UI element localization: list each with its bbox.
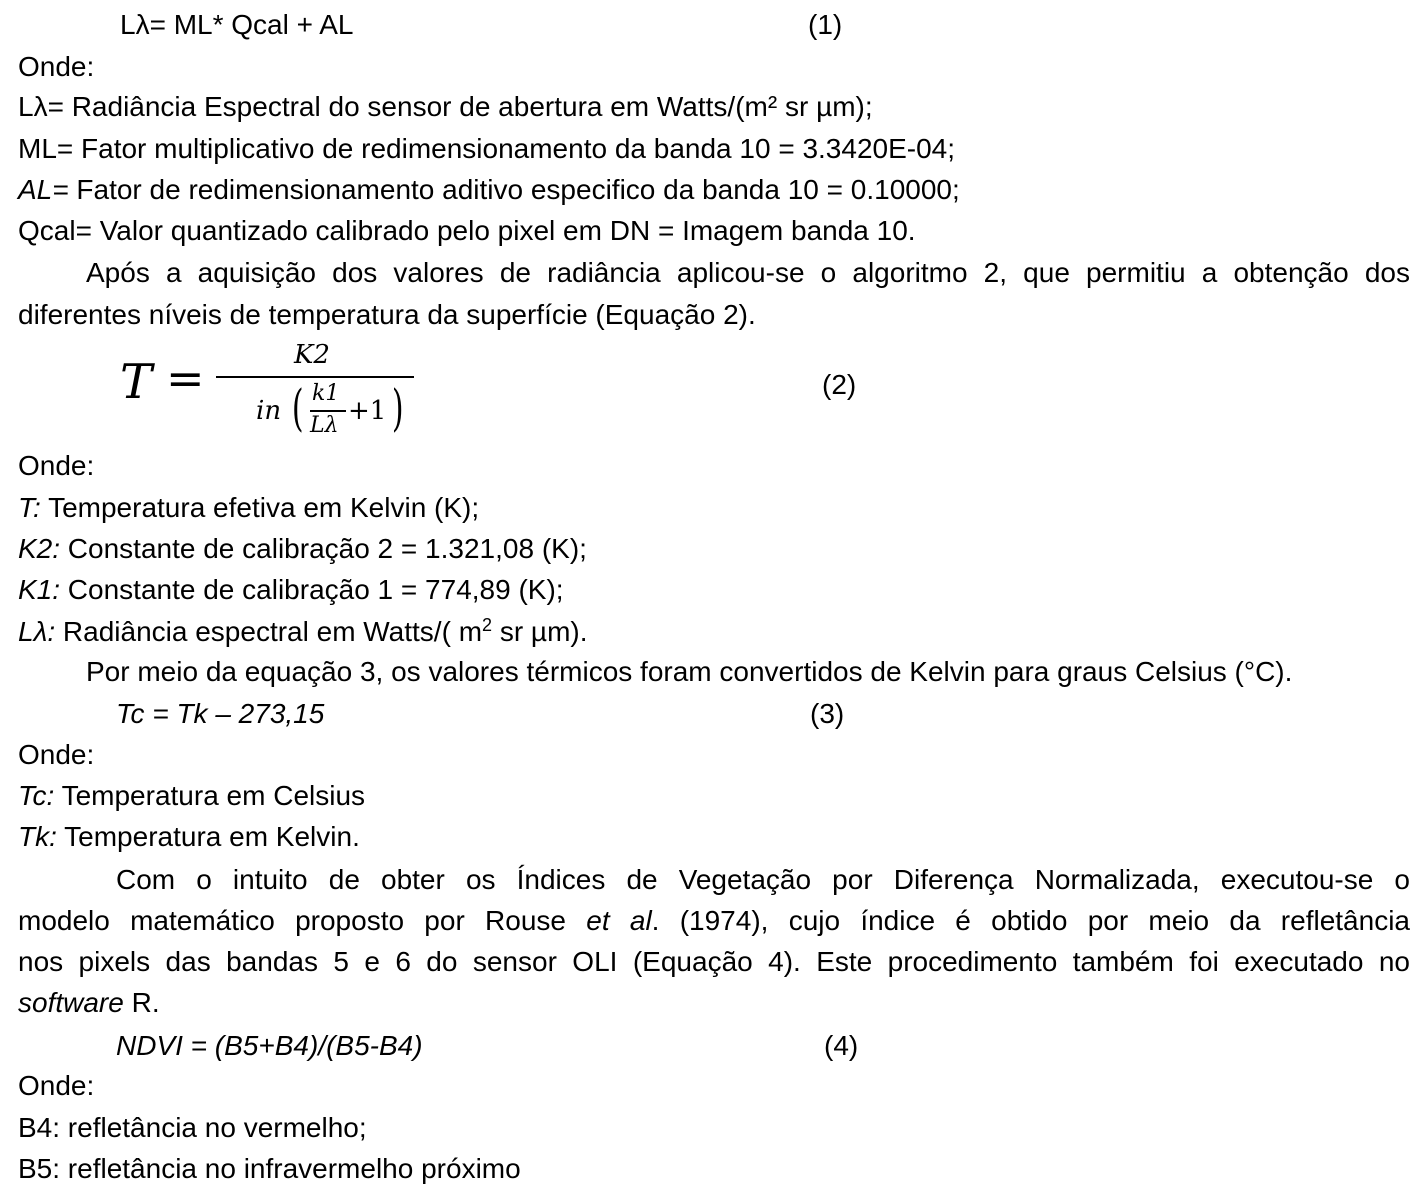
onde-label-2: Onde: — [18, 450, 95, 481]
paragraph-3-line-4 — [18, 986, 160, 1020]
definition-k1 — [18, 573, 564, 607]
definition-label: T: — [18, 492, 41, 523]
definition-label: AL= — [18, 174, 77, 205]
equation-4-number: (4) — [824, 1030, 859, 1061]
definition-text: Constante de calibração 2 = 1.321,08 (K); — [60, 533, 587, 564]
equation-2-inner-denominator: Lλ — [310, 413, 339, 438]
paragraph-3-line-1: Com o intuito de obter os Índices de Vegetação por Diferença Normalizada, executou-se o — [116, 864, 1410, 895]
onde-label-4: Onde: — [18, 1070, 95, 1101]
onde-label-3: Onde: — [18, 739, 95, 770]
definition-text: Radiância Espectral do sensor de abertura em Watts/(m² sr µm); — [71, 91, 873, 122]
definition-text: Fator de redimensionamento aditivo especifico da banda 10 = 0.10000; — [76, 174, 960, 205]
definition-text: Valor quantizado calibrado pelo pixel em DN = Imagem banda 10. — [99, 215, 916, 246]
definition-text-tail: sr µm). — [492, 616, 588, 647]
equation-2-left-paren: ( — [291, 379, 304, 437]
definition-tc — [18, 779, 365, 813]
paragraph-3-line-2-start: modelo matemático proposto por Rouse — [18, 905, 587, 936]
equation-2-den-suffix: +1 — [348, 396, 387, 426]
equation-2-lhs: T — [120, 354, 153, 410]
definition-l-lambda — [18, 90, 873, 124]
definition-text: Temperatura em Kelvin. — [56, 821, 360, 852]
definition-k2 — [18, 532, 587, 566]
definition-text: Constante de calibração 1 = 774,89 (K); — [60, 574, 564, 605]
paragraph-3-line-4-end: R. — [123, 987, 160, 1018]
superscript: 2 — [482, 615, 493, 635]
equation-2-equals: = — [166, 351, 205, 405]
paragraph-2: Por meio da equação 3, os valores térmicos foram convertidos de Kelvin para graus Celsius (°C). — [86, 656, 1293, 687]
definition-label: Tk: — [18, 821, 57, 852]
definition-l-lambda-2 — [18, 615, 588, 649]
equation-2-den-prefix: in — [256, 396, 282, 426]
definition-ml — [18, 132, 955, 166]
paragraph-3-et-al: et al — [586, 905, 652, 936]
definition-qcal — [18, 214, 916, 248]
definition-al — [18, 173, 960, 207]
definition-t — [18, 491, 479, 525]
definition-label: K1: — [18, 574, 61, 605]
onde-label-1: Onde: — [18, 51, 95, 82]
definition-label: Qcal= — [18, 215, 100, 246]
definition-tk — [18, 820, 360, 854]
definition-label: ML= — [18, 133, 82, 164]
paragraph-3-software: software — [18, 987, 124, 1018]
definition-text: Fator multiplicativo de redimensionamento da banda 10 = 3.3420E-04; — [81, 133, 956, 164]
equation-4: NDVI = (B5+B4)/(B5-B4) — [116, 1030, 423, 1061]
paragraph-3-line-3: nos pixels das bandas 5 e 6 do sensor OLI (Equação 4). Este procedimento também foi executado no — [18, 946, 1410, 977]
paragraph-3-line-2 — [18, 904, 1410, 938]
paragraph-1-line-1: Após a aquisição dos valores de radiância aplicou-se o algoritmo 2, que permitiu a obtenção dos — [86, 257, 1410, 288]
definition-label: Tc: — [18, 780, 55, 811]
equation-1-number: (1) — [808, 9, 843, 40]
equation-2-right-paren: ) — [391, 379, 404, 437]
equation-2-numerator: K2 — [294, 340, 330, 370]
definition-b4: B4: refletância no vermelho; — [18, 1112, 367, 1143]
equation-2-inner-fraction-bar — [310, 410, 346, 412]
equation-2-fraction-bar — [216, 376, 414, 378]
definition-text: Temperatura em Celsius — [54, 780, 366, 811]
equation-1: Lλ= ML* Qcal + AL — [120, 9, 354, 40]
paragraph-1-line-2: diferentes níveis de temperatura da superfície (Equação 2). — [18, 299, 756, 330]
definition-b5: B5: refletância no infravermelho próximo — [18, 1153, 521, 1184]
definition-label: Lλ: — [18, 616, 56, 647]
definition-text: Radiância espectral em Watts/( m — [55, 616, 483, 647]
equation-3-number: (3) — [810, 698, 845, 729]
paragraph-3-line-2-end: . (1974), cujo índice é obtido por meio da refletância — [651, 905, 1410, 936]
equation-2 — [118, 340, 428, 444]
definition-label: K2: — [18, 533, 61, 564]
definition-label: Lλ= — [18, 91, 72, 122]
equation-3: Tc = Tk – 273,15 — [116, 698, 325, 729]
definition-text: Temperatura efetiva em Kelvin (K); — [40, 492, 480, 523]
equation-2-number: (2) — [822, 369, 857, 400]
equation-2-inner-numerator: k1 — [312, 381, 340, 406]
